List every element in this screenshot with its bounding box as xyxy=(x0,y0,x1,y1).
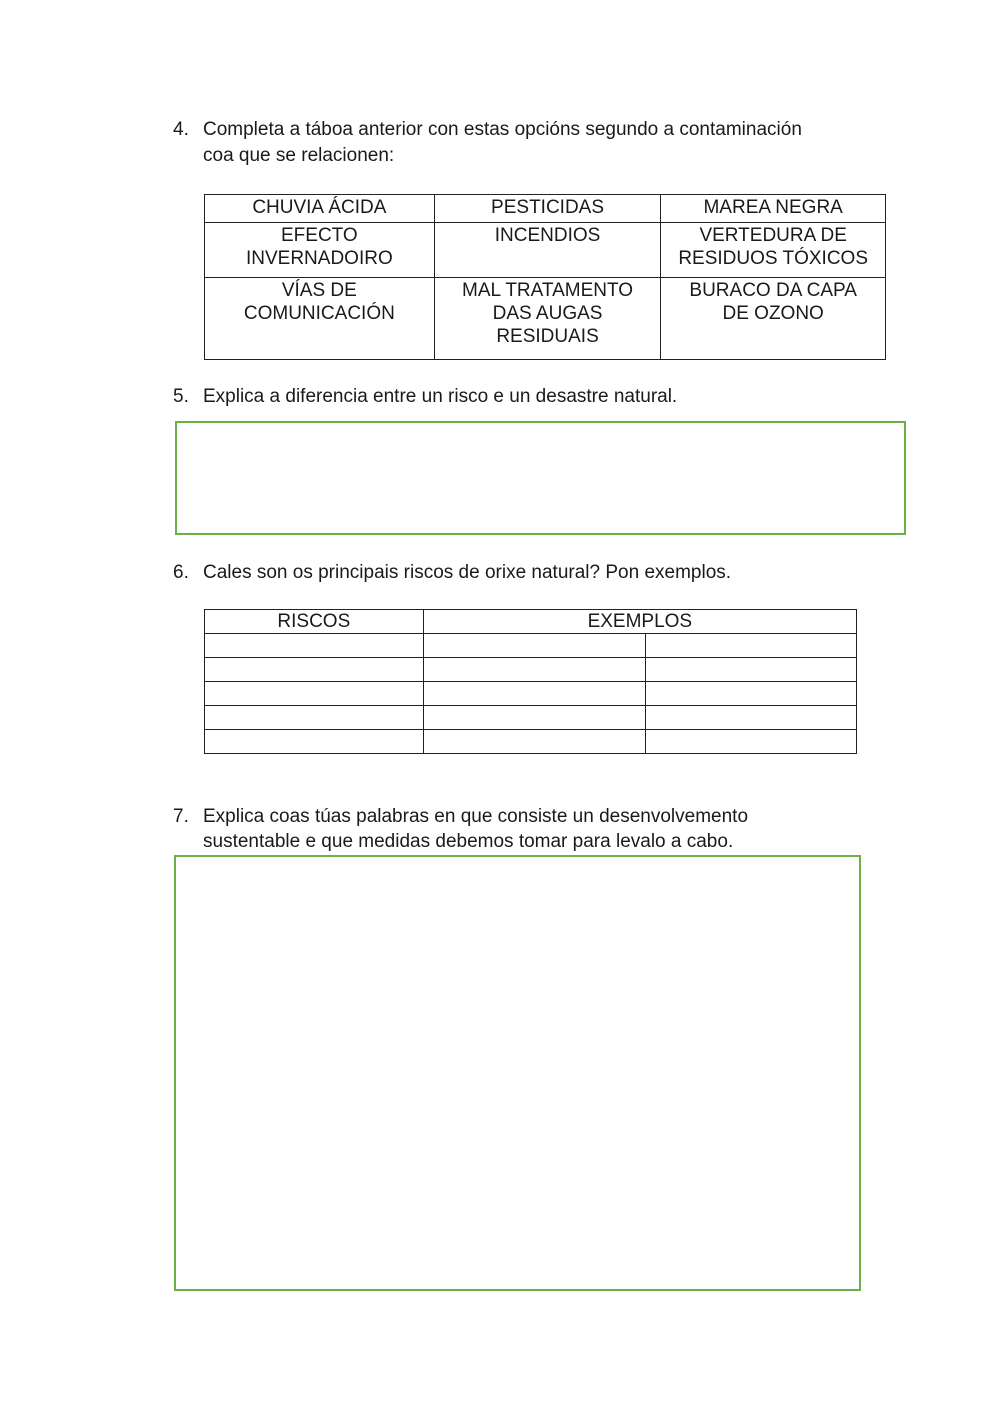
pollution-option-line: RESIDUOS TÓXICOS xyxy=(678,248,869,269)
pollution-table-row xyxy=(205,278,886,360)
risks-table-row xyxy=(205,658,857,682)
pollution-option-line: MAL TRATAMENTO xyxy=(462,280,634,301)
example-cell[interactable] xyxy=(646,706,857,730)
pollution-option-cell xyxy=(661,278,886,360)
question-7-number: 7. xyxy=(173,806,189,827)
pollution-option-line: VERTEDURA DE xyxy=(699,225,847,246)
question-6-number: 6. xyxy=(173,562,189,583)
example-cell[interactable] xyxy=(646,682,857,706)
pollution-option-cell xyxy=(205,278,435,360)
pollution-option-cell xyxy=(205,223,435,278)
question-4-number: 4. xyxy=(173,119,189,140)
pollution-option-cell xyxy=(661,195,886,223)
risk-cell[interactable] xyxy=(205,706,424,730)
risk-cell[interactable] xyxy=(205,682,424,706)
risk-cell[interactable] xyxy=(205,730,424,754)
risks-table-row xyxy=(205,706,857,730)
pollution-option-cell xyxy=(661,223,886,278)
question-4-line-1: Completa a táboa anterior con estas opcións segundo a contaminación xyxy=(203,119,802,140)
pollution-option-line: INVERNADOIRO xyxy=(245,248,393,269)
pollution-option-line: DAS AUGAS xyxy=(492,303,603,324)
pollution-option-line: EFECTO xyxy=(281,225,358,246)
pollution-option-line: PESTICIDAS xyxy=(491,197,605,218)
question-7-answer-box[interactable] xyxy=(174,855,861,1291)
pollution-option-cell xyxy=(205,195,435,223)
question-6-text: Cales son os principais riscos de orixe natural? Pon exemplos. xyxy=(203,562,732,583)
question-5-answer-box[interactable] xyxy=(175,421,906,535)
pollution-table-row xyxy=(205,195,886,223)
pollution-option-line: MAREA NEGRA xyxy=(703,197,843,218)
example-cell[interactable] xyxy=(646,658,857,682)
example-cell[interactable] xyxy=(423,634,646,658)
example-cell[interactable] xyxy=(646,634,857,658)
risks-table-row xyxy=(205,634,857,658)
example-cell[interactable] xyxy=(423,682,646,706)
example-cell[interactable] xyxy=(423,706,646,730)
pollution-option-line: CHUVIA ÁCIDA xyxy=(252,197,387,218)
example-cell[interactable] xyxy=(423,658,646,682)
risk-cell[interactable] xyxy=(205,658,424,682)
pollution-option-line: RESIDUAIS xyxy=(496,326,599,347)
pollution-option-line: COMUNICACIÓN xyxy=(243,303,395,324)
pollution-option-cell xyxy=(434,195,661,223)
header-exemplos: EXEMPLOS xyxy=(423,610,856,634)
risks-table-row xyxy=(205,682,857,706)
question-7-line-1: Explica coas túas palabras en que consiste un desenvolvemento xyxy=(203,806,749,827)
risk-cell[interactable] xyxy=(205,634,424,658)
pollution-option-line: BURACO DA CAPA xyxy=(689,280,857,301)
header-riscos: RISCOS xyxy=(205,610,424,634)
pollution-options-table xyxy=(204,194,886,360)
pollution-option-cell xyxy=(434,223,661,278)
pollution-option-cell xyxy=(434,278,661,360)
risks-table-row xyxy=(205,730,857,754)
example-cell[interactable] xyxy=(423,730,646,754)
question-5-text: Explica a diferencia entre un risco e un desastre natural. xyxy=(203,386,678,407)
question-7-line-2: sustentable e que medidas debemos tomar para levalo a cabo. xyxy=(203,831,734,852)
pollution-option-line: INCENDIOS xyxy=(494,225,601,246)
example-cell[interactable] xyxy=(646,730,857,754)
risks-examples-table xyxy=(204,609,857,754)
pollution-table-row xyxy=(205,223,886,278)
pollution-option-line: DE OZONO xyxy=(722,303,824,324)
question-4-line-2: coa que se relacionen: xyxy=(203,145,395,166)
question-5-number: 5. xyxy=(173,386,189,407)
pollution-option-line: VÍAS DE xyxy=(281,280,357,301)
